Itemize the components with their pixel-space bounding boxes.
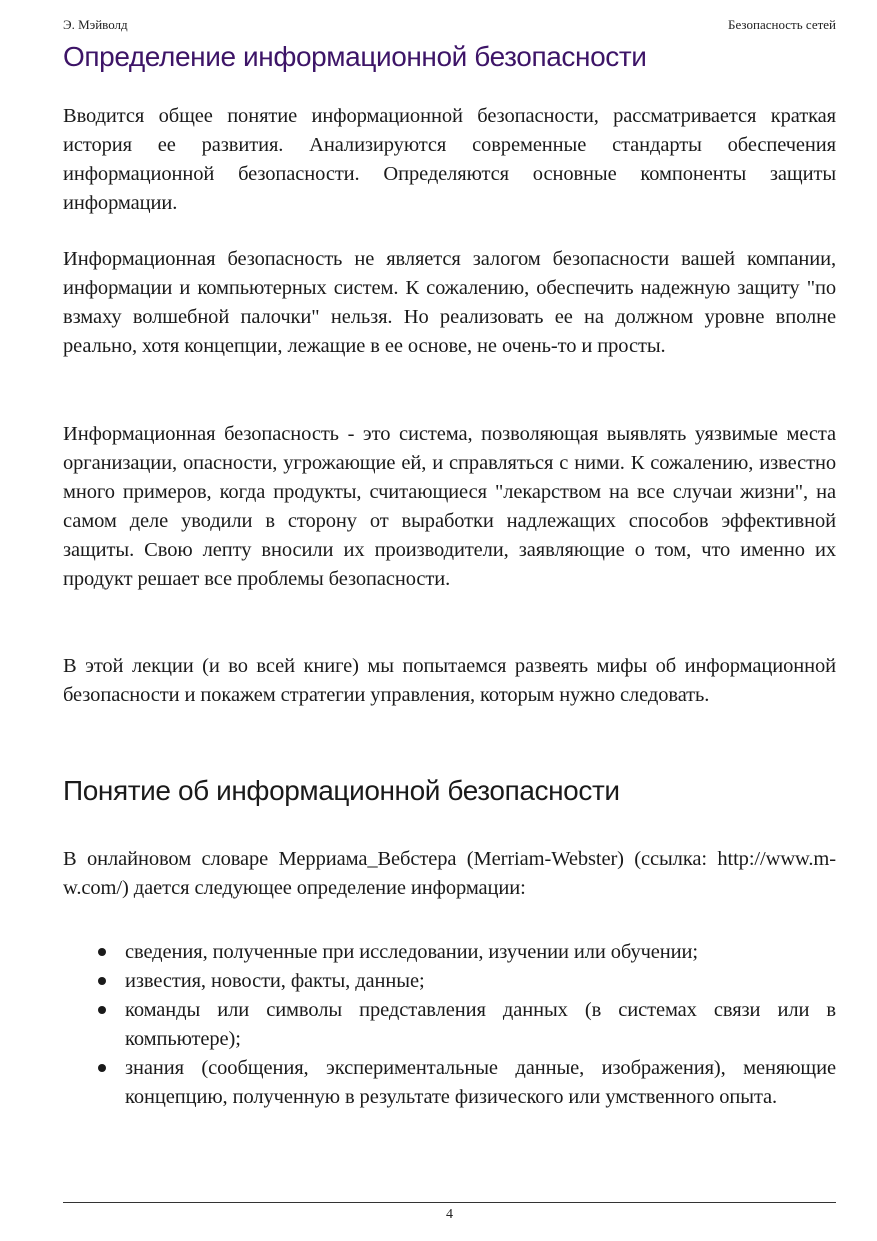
- list-item: [63, 967, 836, 996]
- list-item-text: сведения, полученные при исследовании, изучении или обучении;: [125, 941, 699, 963]
- bullet-icon: [98, 1006, 106, 1014]
- section-title: Понятие об информационной безопасности: [63, 775, 620, 806]
- intro-paragraph: Вводится общее понятие информационной безопасности, рассматривается краткая история ее развития. Анализируются современные стандарты обеспечения информационной безопасности. Определяются основные компоненты защиты информации.: [63, 105, 836, 214]
- bullet-icon: [98, 948, 106, 956]
- intro-paragraph: В этой лекции (и во всей книге) мы попытаемся развеять мифы об информационной безопасности и покажем стратегии управления, которым нужно следовать.: [63, 655, 836, 706]
- page-number: 4: [446, 1207, 453, 1222]
- bullet-icon: [98, 977, 106, 985]
- definition-list: [63, 938, 836, 1112]
- header-author: Э. Мэйволд: [63, 17, 128, 32]
- list-item: [63, 996, 836, 1054]
- running-header: [63, 17, 836, 35]
- list-item-text: знания (сообщения, экспериментальные данные, изображения), меняющие концепцию, полученную в результате физического или умственного опыта.: [125, 1057, 836, 1108]
- intro-paragraph: Информационная безопасность не является залогом безопасности вашей компании, информации и компьютерных систем. К сожалению, обеспечить надежную защиту "по взмаху волшебной палочки" нельзя. Но реализовать ее на должном уровне вполне реально, хотя концепции, лежащие в ее основе, не очень-то и просты.: [63, 248, 836, 357]
- bullet-icon: [98, 1064, 106, 1072]
- list-item: [63, 1054, 836, 1112]
- list-item-text: известия, новости, факты, данные;: [125, 970, 425, 992]
- header-book-title: Безопасность сетей: [728, 17, 836, 32]
- intro-paragraph: Информационная безопасность - это система, позволяющая выявлять уязвимые места организации, опасности, угрожающие ей, и справляться с ними. К сожалению, известно много примеров, когда продукты, считающиеся "лекарством на все случаи жизни", на самом деле уводили в сторону от выработки надлежащих способов эффективной защиты. Свою лепту вносили их производители, заявляющие о том, что именно их продукт решает все проблемы безопасности.: [63, 423, 836, 590]
- list-item-text: команды или символы представления данных (в системах связи или в компьютере);: [125, 999, 836, 1050]
- chapter-title: Определение информационной безопасности: [63, 41, 647, 72]
- list-item: [63, 938, 836, 967]
- document-page: [63, 0, 836, 1241]
- footer-divider: [63, 1202, 836, 1203]
- section-paragraph: В онлайновом словаре Мерриама_Вебстера (Merriam-Webster) (ссылка: http://www.m-w.com/) дается следующее определение информации:: [63, 848, 836, 899]
